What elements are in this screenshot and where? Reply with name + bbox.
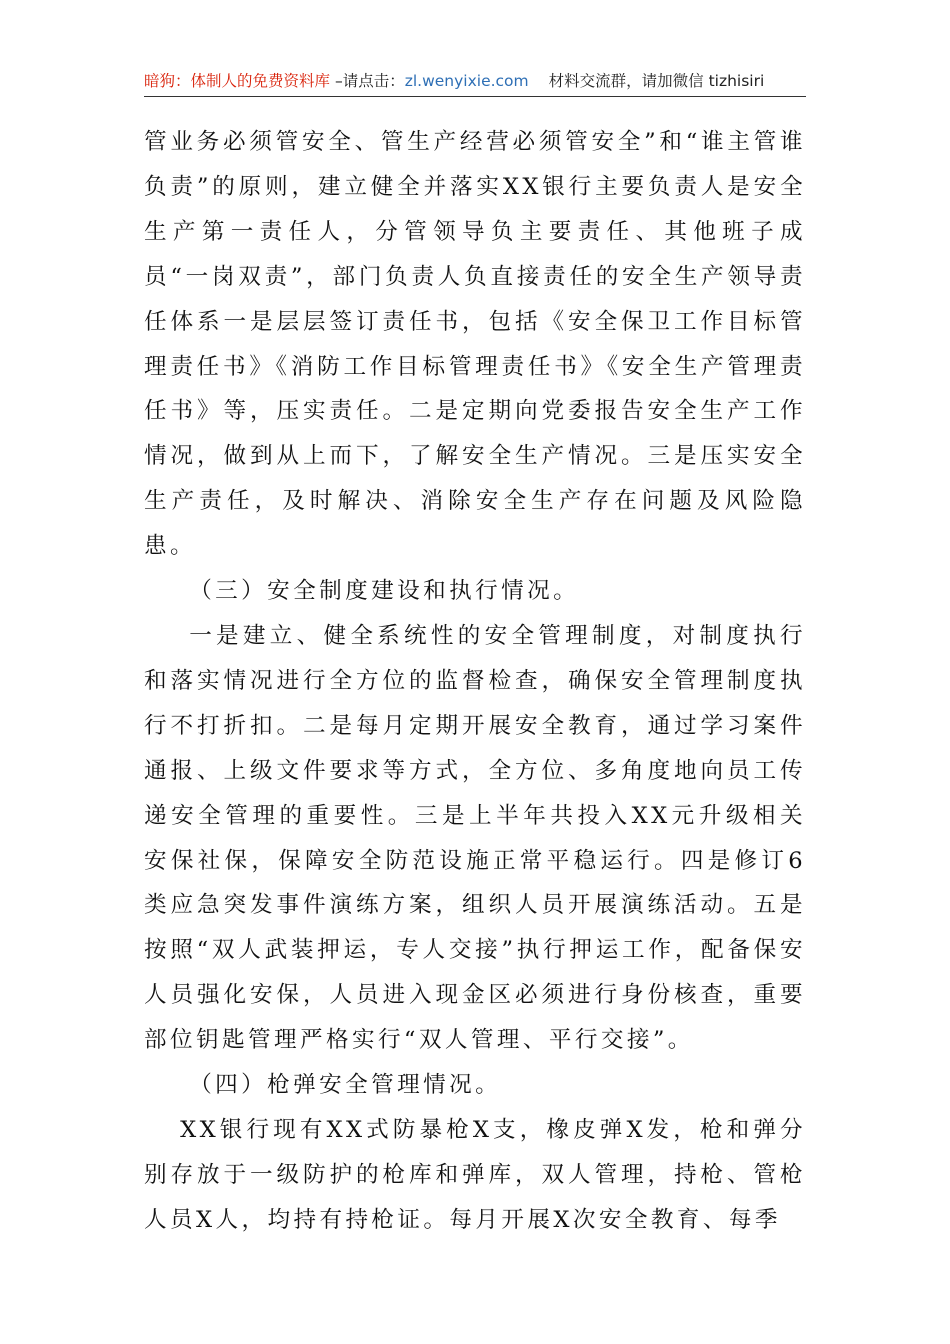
header-url-link[interactable]: zl.wenyixie.com (404, 72, 529, 90)
header-brand: 暗狗：体制人的免费资料库 (144, 72, 331, 90)
paragraph-continuation: 管业务必须管安全、管生产经营必须管安全”和“谁主管谁负责”的原则，建立健全并落实XX银行主要负责人是安全生产第一责任人，分管领导负主要责任、其他班子成员“一岗双责”，部门负责人负直接责任的安全生产领导责任体系一是层层签订责任书，包括《安全保卫工作目标管理责任书》《消防工作目标管理责任书》《安全生产管理责任书》等，压实责任。二是定期向党委报告安全生产工作情况，做到从上而下，了解安全生产情况。三是压实安全生产责任，及时解决、消除安全生产存在问题及风险隐患。 (144, 129, 806, 560)
document-body (144, 120, 806, 1243)
section-heading-3: （三）安全制度建设和执行情况。 (189, 578, 580, 605)
section-heading-4: （四）枪弹安全管理情况。 (189, 1072, 502, 1099)
page-header (144, 66, 806, 97)
paragraph-firearms: XX银行现有XX式防暴枪X支，橡皮弹X发，枪和弹分别存放于一级防护的枪库和弹库，双人管理，持枪、管枪人员X人，均持有持枪证。每月开展X次安全教育、每季 (144, 1116, 806, 1233)
header-separator: –请点击： (330, 72, 405, 90)
header-wechat-note: 材料交流群，请加微信 tizhisiri (548, 72, 765, 90)
paragraph-safety-system: 一是建立、健全系统性的安全管理制度，对制度执行和落实情况进行全方位的监督检查，确保安全管理制度执行不打折扣。二是每月定期开展安全教育，通过学习案件通报、上级文件要求等方式，全方位、多角度地向员工传递安全管理的重要性。三是上半年共投入XX元升级相关安保社保，保障安全防范设施正常平稳运行。四是修订6类应急突发事件演练方案，组织人员开展演练活动。五是按照“双人武装押运，专人交接”执行押运工作，配备保安人员强化安保，人员进入现金区必须进行身份核查，重要部位钥匙管理严格实行“双人管理、平行交接”。 (144, 622, 806, 1054)
